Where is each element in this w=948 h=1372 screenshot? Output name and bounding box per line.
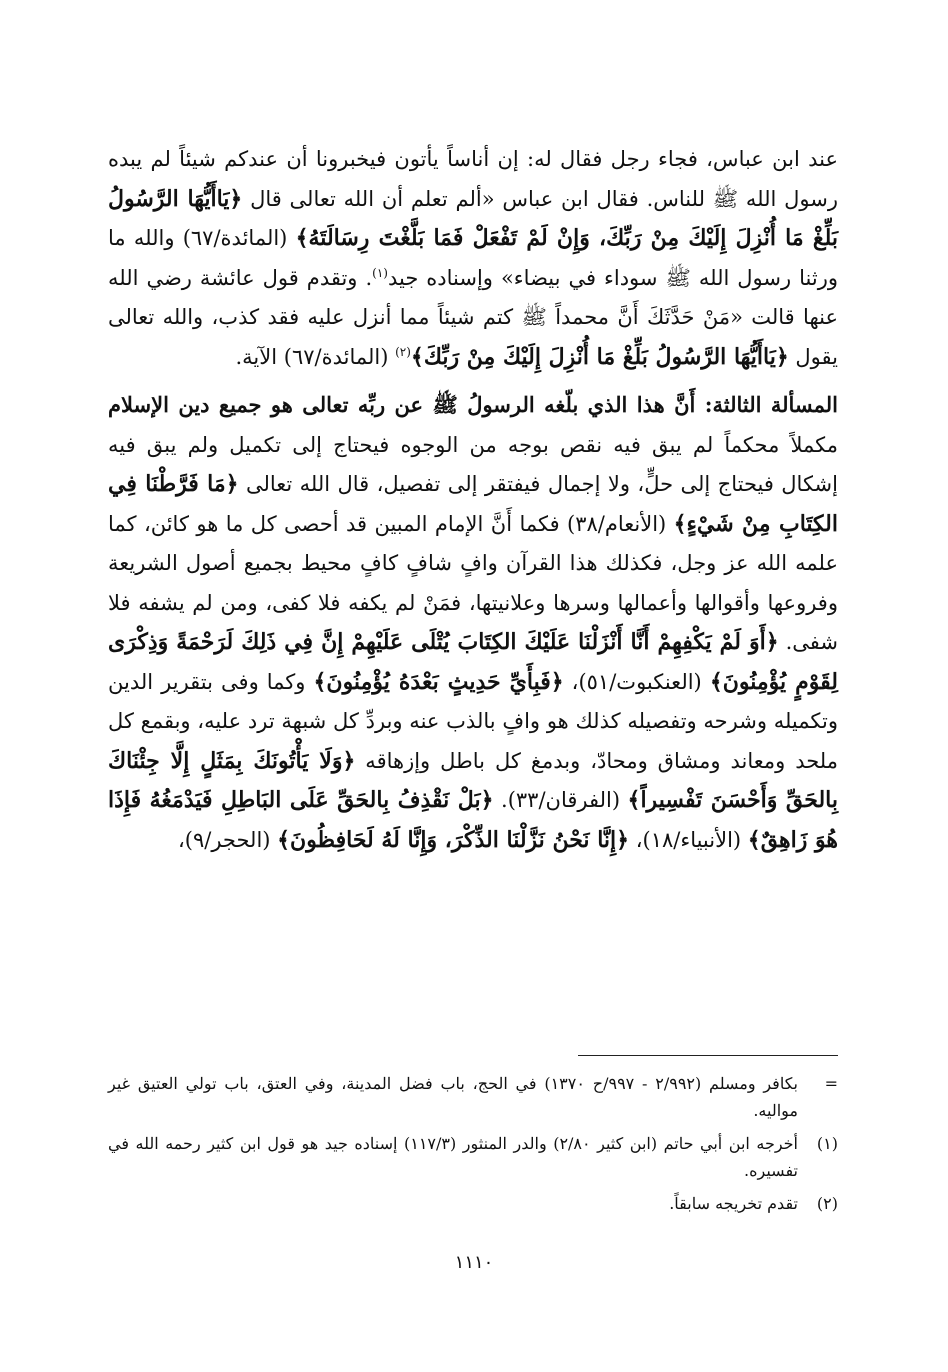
body-text-run: (الفرقان/٣٣). xyxy=(493,788,628,812)
body-text-run: (الأنبياء/١٨)، xyxy=(629,827,748,852)
quran-verse: ﴿أَوَ لَمْ يَكْفِهِمْ أَنَّا أَنْزَلْنَا عَلَيْكَ الكِتَابَ يُتْلَى عَلَيْهِمْ إِنَّ فِي ذَلِكَ لَرَحْمَةً وَذِكْرَى لِقَوْمٍ يُؤْمِنُونَ﴾ xyxy=(108,629,838,695)
footnote-ref: (١) xyxy=(372,265,388,280)
body-text-run: عند ابن عباس، فجاء رجل فقال له: إن أناساً يأتون فيخبرونا أن عندكم شيئاً لم يبده رسول الله ﷺ للناس. فقال ابن عباس «ألم تعلم أن الله تعالى قال xyxy=(108,147,838,211)
body-text-run: . وتقدم قول عائشة رضي الله عنها قالت «مَنْ حَدَّثَكَ أَنَّ محمداً ﷺ كتم شيئاً مما أنزل عليه فقد كذب، والله تعالى يقول xyxy=(108,265,838,369)
quran-verse: ﴿يَاأَيُّهَا الرَّسُولُ بَلِّغْ مَا أُنْزِلَ إِلَيْكَ مِنْ رَبِّكَ، وَإِنْ لَمْ تَفْعَلْ فَمَا بَلَّغْتَ رِسَالَتَهُ﴾ xyxy=(108,185,839,251)
footnotes xyxy=(108,1070,838,1223)
footnote-item xyxy=(108,1070,838,1124)
paragraph-1 xyxy=(108,140,838,377)
body-text-run: وكما وفى بتقرير الدين وتكميله وشرحه وتفصيله كذلك هو وافٍ بالذب عنه وبردِّ كل شبهة ترد عليه، وبقمع كل ملحد ومعاند ومشاق ومحادّ، وبدمغ كل باطل وإزهاقه xyxy=(108,669,838,773)
quran-verse: ﴿مَا فَرَّطْنَا فِي الكِتَابِ مِنْ شَيْءٍ﴾ xyxy=(108,471,838,537)
footnote-mark: = xyxy=(824,1074,838,1093)
footnote-mark: (٢) xyxy=(816,1194,838,1213)
footnote-text: تقدم تخريجه سابقاً. xyxy=(669,1194,798,1213)
body-text xyxy=(108,140,838,860)
body-text-run: (الحجر/٩)، xyxy=(178,827,278,852)
footnote-text: بكافر ومسلم (٢/٩٩٢ - ٩٩٧/ح ١٣٧٠) في الحج، باب فضل المدينة، وفي العتق، باب تولي العتيق غير مواليه. xyxy=(108,1074,798,1120)
footnote-text: أخرجه ابن أبي حاتم (ابن كثير ٢/٨٠) والدر المنثور (١١٧/٣) إسناده جيد هو قول ابن كثير رحمه الله في تفسيره. xyxy=(108,1134,798,1180)
body-text-run: مكملاً محكماً لم يبق فيه نقص بوجه من الوجوه فيحتاج إلى تكميل ولم يبق فيه إشكال فيحتاج إلى حلٍّ، ولا إجمال فيفتقر إلى تفصيل، قال الله تعالى xyxy=(108,432,838,496)
quran-verse: ﴿وَلَا يَأْتُونَكَ بِمَثَلٍ إِلَّا جِئْنَاكَ بِالحَقِّ وَأَحْسَنَ تَفْسِيراً﴾ xyxy=(108,747,839,813)
body-text-run: (الأنعام/٣٨) فكما أَنَّ الإمام المبين قد أحصى كل ما هو كائن، كما علمه الله عز وجل، فكذلك هذا القرآن وافٍ شافٍ كافٍ محيط بجميع أصول الشريعة وفروعها وأقوالها وأعمالها وسرها وعلانيتها، فمَنْ لم يكفه فلا كفى، ومن لم يشفه فلا شفى. xyxy=(108,511,838,654)
footnote-ref: (٢) xyxy=(395,344,411,359)
body-text-run: (العنكبوت/٥١)، xyxy=(563,669,710,694)
quran-verse: ﴿يَاأَيُّهَا الرَّسُولُ بَلِّغْ مَا أُنْزِلَ إِلَيْكَ مِنْ رَبِّكَ﴾ xyxy=(410,343,789,370)
footnote-item xyxy=(108,1130,838,1184)
quran-verse: ﴿فَبِأَيِّ حَدِيثٍ بَعْدَهُ يُؤْمِنُونَ﴾ xyxy=(313,668,564,695)
footnote-divider xyxy=(578,1055,838,1056)
quran-verse: ﴿بَلْ نَقْذِفُ بِالحَقِّ عَلَى البَاطِلِ فَيَدْمَغُهُ فَإِذَا هُوَ زَاهِقٌ﴾ xyxy=(108,787,838,853)
section-heading: المسألة الثالثة: أَنَّ هذا الذي بلّغه الرسولُ ﷺ عن ربِّه تعالى هو جميع دين الإسلام xyxy=(108,392,838,417)
body-text-run: (المائدة/٦٧) الآية. xyxy=(235,344,396,369)
footnote-mark: (١) xyxy=(816,1134,838,1153)
page-number: ١١١٠ xyxy=(454,1252,494,1273)
footnote-item xyxy=(108,1190,838,1217)
body-text-run: (المائدة/٦٧) والله ما ورثنا رسول الله ﷺ سوداء في بيضاء» وإسناده جيد xyxy=(108,226,838,290)
paragraph-2 xyxy=(108,385,838,860)
quran-verse: ﴿إِنَّا نَحْنُ نَزَّلْنَا الذِّكْرَ، وَإِنَّا لَهُ لَحَافِظُونَ﴾ xyxy=(277,826,630,853)
